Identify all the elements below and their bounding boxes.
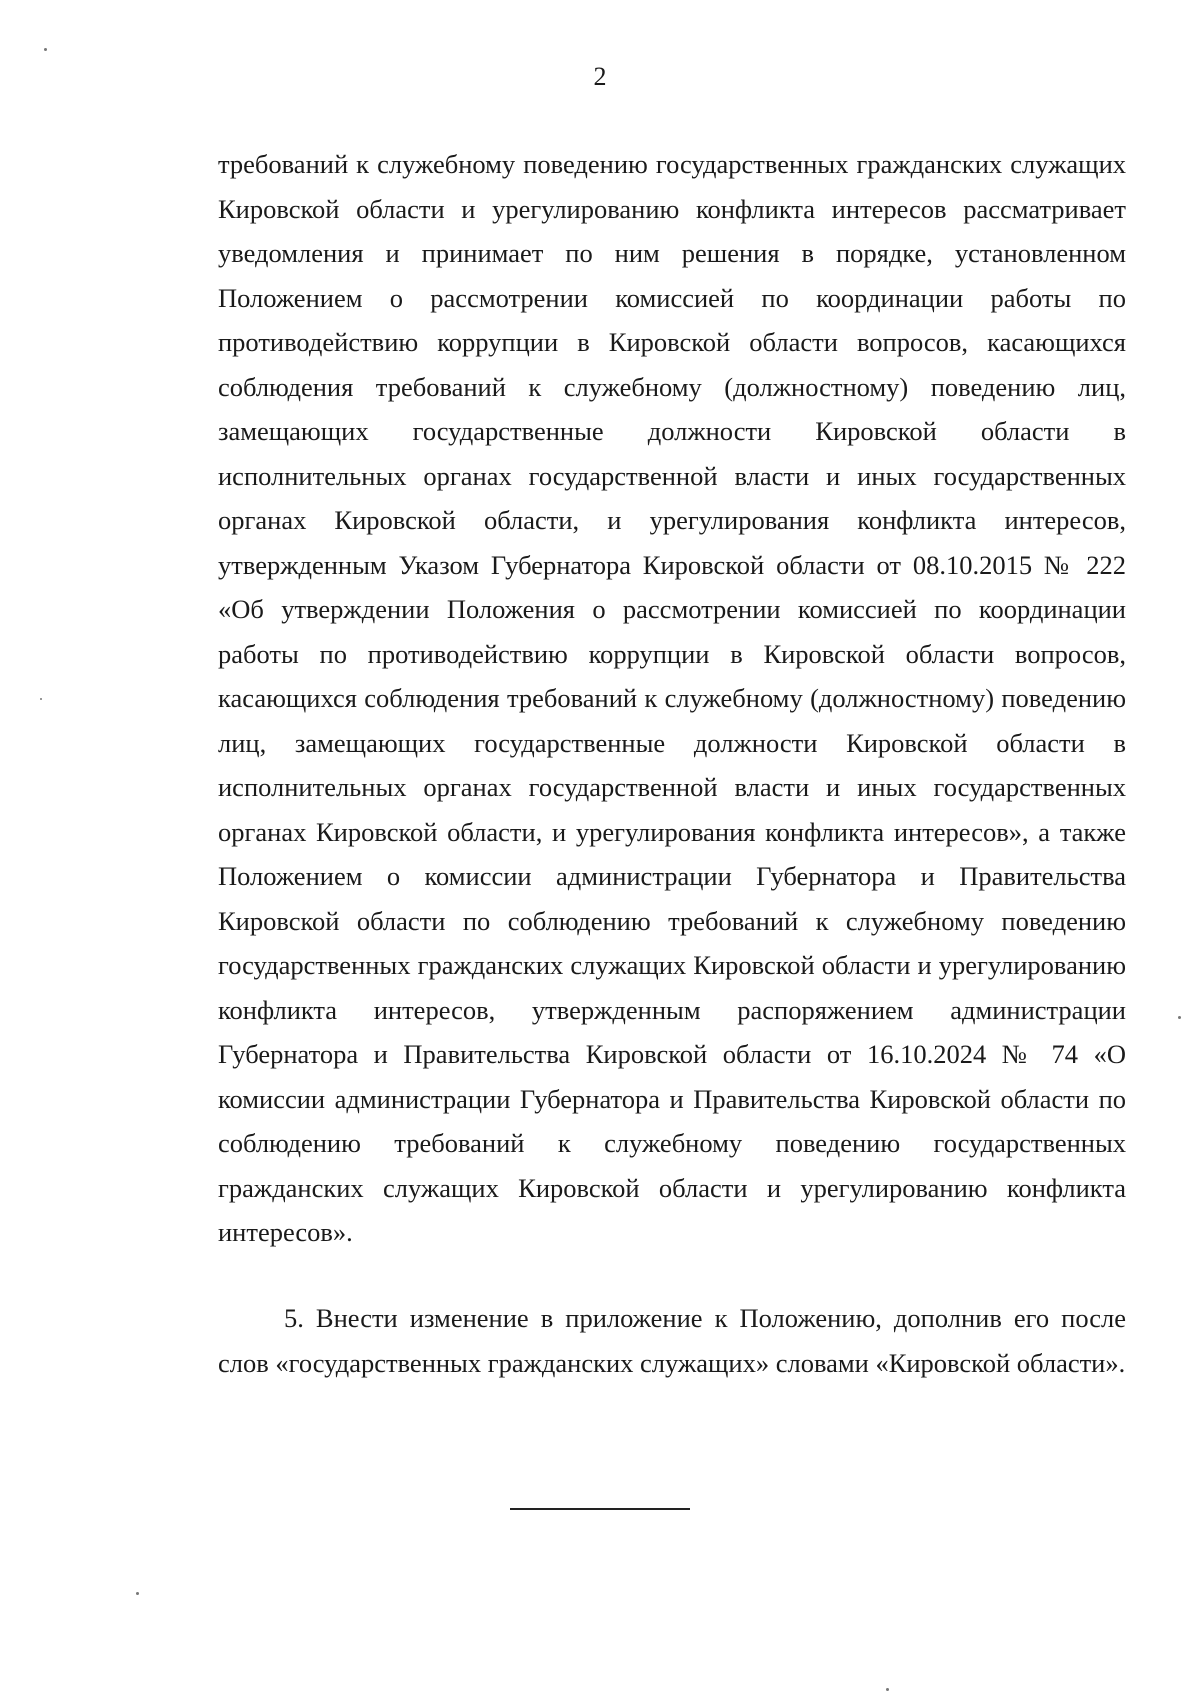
- end-of-document-rule: [510, 1508, 690, 1510]
- scan-speck: [44, 48, 47, 51]
- page-number: 2: [593, 62, 607, 91]
- scan-speck: [136, 1592, 139, 1595]
- scan-speck: [1178, 1016, 1181, 1019]
- paragraph-continuation: требований к служебному поведению государственных гражданских служащих Кировской области и урегулированию конфликта интересов рассматривает уведомления и принимает по ним решения в порядке, установленном Положением о рассмотрении комиссией по координации работы по противодействию коррупции в Кировской области вопросов, касающихся соблюдения требований к служебному (должностному) поведению лиц, замещающих государственные должности Кировской области в исполнительных органах государственной власти и иных государственных органах Кировской области, и урегулирования конфликта интересов, утвержденным Указом Губернатора Кировской области от 08.10.2015 № 222 «Об утверждении Положения о рассмотрении комиссией по координации работы по противодействию коррупции в Кировской области вопросов, касающихся соблюдения требований к служебному (должностному) поведению лиц, замещающих государственные должности Кировской области в исполнительных органах государственной власти и иных государственных органах Кировской области, и урегулирования конфликта интересов», а также Положением о комиссии администрации Губернатора и Правительства Кировской области по соблюдению требований к служебному поведению государственных гражданских служащих Кировской области и урегулированию конфликта интересов, утвержденным распоряжением администрации Губернатора и Правительства Кировской области от 16.10.2024 № 74 «О комиссии администрации Губернатора и Правительства Кировской области по соблюдению требований к служебному поведению государственных гражданских служащих Кировской области и урегулированию конфликта интересов».: [218, 149, 1126, 1247]
- paragraph-item-5: 5. Внести изменение в приложение к Положению, дополнив его после слов «государственных гражданских служащих» словами «Кировской области».: [218, 1303, 1126, 1378]
- scan-speck: [886, 1688, 889, 1691]
- scan-speck: [40, 698, 42, 700]
